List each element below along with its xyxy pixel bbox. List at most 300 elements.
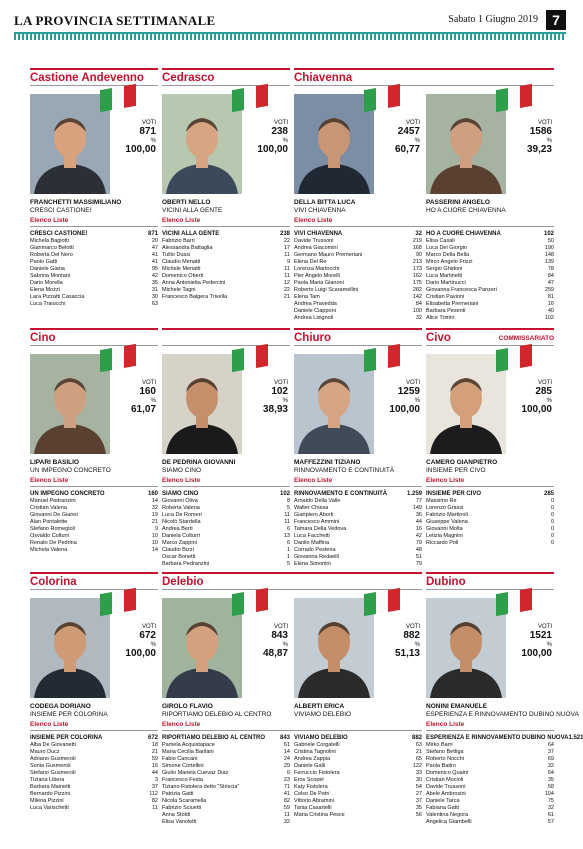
list-item [162, 749, 290, 756]
preference-votes: 29 [283, 763, 290, 769]
preference-votes: 32 [547, 805, 554, 811]
preference-votes: 44 [415, 519, 422, 525]
preference-votes: 64 [547, 770, 554, 776]
preference-votes: 0 [550, 540, 554, 546]
percent-label: % [546, 138, 552, 144]
list-item [162, 756, 290, 763]
list-item [30, 770, 158, 777]
councillor-name: Michela Bagiotti [30, 238, 69, 244]
list-item [294, 512, 422, 519]
preference-votes: 32 [415, 315, 422, 321]
italian-flag-icon [232, 588, 268, 616]
list-item [294, 238, 422, 245]
list-item [426, 308, 554, 315]
list-item [30, 273, 158, 280]
list-heading: Elenco Liste [162, 721, 201, 728]
list-item [30, 266, 158, 273]
list-item [294, 294, 422, 301]
councillor-name: Gianmarco Belotti [30, 245, 74, 251]
list-item [294, 784, 422, 791]
list-item [162, 791, 290, 798]
candidate-list-name: INSIEME PER COLORINA [30, 711, 108, 718]
preference-votes: 6 [286, 526, 290, 532]
preference-votes: 41 [283, 791, 290, 797]
vote-box [112, 380, 156, 416]
preference-votes: 0 [550, 505, 554, 511]
votes-label: VOTI [141, 380, 156, 386]
list-name: VIVI CHIAVENNA [294, 231, 343, 237]
preference-votes: 32 [283, 819, 290, 825]
councillor-name: Elisa Casali [426, 238, 455, 244]
list-item [162, 526, 290, 533]
list-item [30, 784, 158, 791]
list-item [30, 294, 158, 301]
list-item [294, 526, 422, 533]
preference-votes: 190 [544, 245, 554, 251]
list-item [30, 533, 158, 540]
municipality-card [162, 68, 290, 318]
councillor-name: Davide Trussoni [426, 784, 466, 790]
councillor-name: Letizia Magnini [426, 533, 463, 539]
preference-votes: 47 [151, 245, 158, 251]
candidate-list-name: VIVI CHIAVENNA [294, 207, 346, 214]
preference-votes: 84 [547, 273, 554, 279]
preference-votes: 14 [151, 498, 158, 504]
list-item [294, 540, 422, 547]
preference-votes: 35 [415, 805, 422, 811]
candidate-list-name: RINNOVAMENTO E CONTINUITÀ [294, 467, 395, 474]
list-heading: Elenco Liste [162, 477, 201, 484]
councillor-name: Pier Angelo Morelli [294, 273, 340, 279]
party-list [294, 230, 422, 322]
list-item [162, 561, 290, 568]
councillor-name: Cristian Pavioni [426, 294, 465, 300]
party-list [426, 490, 554, 547]
italian-flag-icon [100, 84, 136, 112]
list-name: INSIEME PER CIVO [426, 491, 482, 497]
list-item [30, 238, 158, 245]
list-item [294, 315, 422, 322]
list-item [426, 784, 554, 791]
vote-percent: 100,00 [521, 648, 552, 659]
candidate-list-name: RIPORTIAMO DELEBIO AL CENTRO [162, 711, 272, 718]
candidate-list-name: SIAMO CINO [162, 467, 202, 474]
councillor-name: Alan Pontalette [30, 519, 68, 525]
preference-votes: 0 [550, 533, 554, 539]
list-item [426, 805, 554, 812]
candidate-list-name: ESPERIENZA E RINNOVAMENTO DUBINO NUOVA [426, 711, 579, 718]
preference-votes: 173 [412, 266, 422, 272]
list-item [294, 805, 422, 812]
header-stripe [14, 34, 566, 40]
list-item [426, 280, 554, 287]
preference-votes: 11 [284, 273, 290, 279]
municipality-card [426, 572, 583, 825]
councillor-name: Alice Trimiri [426, 315, 455, 321]
councillor-name: Elena Simonini [294, 561, 331, 567]
preference-votes: 50 [547, 238, 554, 244]
votes-label: VOTI [537, 120, 552, 126]
list-name: RINNOVAMENTO E CONTINUITÀ [294, 491, 388, 497]
list-item [30, 245, 158, 252]
italian-flag-icon [232, 344, 268, 372]
candidate-list-name: VICINI ALLA GENTE [162, 207, 223, 214]
municipality-card [162, 572, 422, 825]
candidate-photo [426, 94, 506, 194]
list-heading: Elenco Liste [30, 217, 69, 224]
councillor-name: Daniela Colturri [162, 533, 200, 539]
preference-votes: 282 [412, 287, 422, 293]
preference-votes: 61 [547, 812, 554, 818]
list-rule [30, 226, 158, 227]
preference-votes: 175 [412, 280, 422, 286]
list-rule [426, 730, 554, 731]
italian-flag-icon [364, 84, 400, 112]
councillor-name: Simone Cortellini [162, 763, 204, 769]
candidate-name: OBERTI NELLO [162, 199, 211, 206]
councillor-name: Fabrizio Barri [162, 238, 195, 244]
candidate-name: DE PEDRINA GIOVANNI [162, 459, 236, 466]
list-item [294, 252, 422, 259]
list-heading: Elenco Liste [30, 721, 69, 728]
councillor-name: Fabio Cancani [162, 756, 198, 762]
list-header [162, 490, 290, 498]
preference-votes: 11 [284, 512, 290, 518]
party-list [426, 230, 554, 322]
candidate-name: LIPARI BASILIO [30, 459, 79, 466]
councillor-name: Francesco Festa [162, 777, 203, 783]
preference-votes: 149 [412, 505, 422, 511]
councillor-name: Daniele Tarca [426, 798, 460, 804]
preference-votes: 142 [412, 294, 422, 300]
preference-votes: 30 [151, 294, 158, 300]
percent-label: % [282, 138, 288, 144]
preference-votes: 82 [283, 798, 290, 804]
list-item [294, 519, 422, 526]
preference-votes: 0 [550, 526, 554, 532]
councillor-name: Giovanni Oliva [162, 498, 198, 504]
councillor-name: Giovanni De Gianni [30, 512, 78, 518]
candidate-block [426, 328, 554, 474]
candidate-photo [162, 94, 242, 194]
municipality-card [30, 328, 158, 578]
preference-votes: 14 [151, 547, 158, 553]
list-rule [162, 486, 290, 487]
list-item [30, 526, 158, 533]
list-header [162, 734, 290, 742]
preference-votes: 14 [283, 749, 290, 755]
preference-votes: 162 [412, 273, 422, 279]
preference-votes: 219 [412, 238, 422, 244]
list-name: HO A CUORE CHIAVENNA [426, 231, 501, 237]
councillor-name: Domenico Oberti [162, 273, 204, 279]
list-name: INSIEME PER COLORINA [30, 735, 103, 741]
vote-box [244, 120, 288, 156]
councillor-name: Germano Mauro Premeriani [294, 252, 363, 258]
preference-votes: 8 [286, 498, 290, 504]
preference-votes: 21 [151, 749, 158, 755]
list-item [294, 266, 422, 273]
list-item [426, 763, 554, 770]
councillor-name: Michele Menatti [162, 266, 201, 272]
preference-votes: 11 [152, 805, 158, 811]
list-total: 1.521 [568, 735, 583, 741]
councillor-name: Eros Scopel [294, 777, 324, 783]
vote-count: 882 [403, 630, 420, 641]
percent-label: % [150, 398, 156, 404]
list-item [162, 512, 290, 519]
preference-votes: 78 [547, 266, 554, 272]
vote-count: 871 [139, 126, 156, 137]
list-item [426, 273, 554, 280]
list-total: 871 [147, 231, 158, 237]
councillor-name: Stefano Romegioli [30, 526, 75, 532]
councillor-name: Barbara Mainetti [30, 784, 71, 790]
preference-votes: 6 [286, 540, 290, 546]
list-total: 882 [411, 735, 422, 741]
councillor-name: Elena Tam [294, 294, 320, 300]
list-item [426, 294, 554, 301]
councillor-name: Corrado Pesteria [294, 547, 336, 553]
municipality-card [30, 572, 158, 822]
candidate-photo [426, 354, 506, 454]
list-item [162, 812, 290, 819]
preference-votes: 58 [547, 784, 554, 790]
status-badge: COMMISSARIATO [498, 335, 554, 342]
councillor-name: Michela Valena [30, 547, 68, 553]
list-item [30, 756, 158, 763]
list-total: 160 [147, 491, 158, 497]
preference-votes: 31 [151, 287, 158, 293]
vote-percent: 48,87 [262, 648, 288, 659]
councillor-name: Andrea Zappia [294, 756, 331, 762]
list-header [426, 230, 554, 238]
list-item [162, 238, 290, 245]
councillor-name: Lara Pizzatti Casaccia [30, 294, 85, 300]
italian-flag-icon [496, 588, 532, 616]
vote-count: 843 [271, 630, 288, 641]
list-item [294, 763, 422, 770]
preference-votes: 16 [151, 763, 158, 769]
municipality-title: Civo [426, 332, 451, 344]
councillor-name: Gabriele Corgatelli [294, 742, 340, 748]
vote-box [508, 380, 552, 416]
preference-votes: 36 [415, 512, 422, 518]
party-list [30, 230, 158, 308]
preference-votes: 90 [415, 252, 422, 258]
councillor-name: Luca Del Giorgio [426, 245, 467, 251]
councillor-name: Sabrina Montani [30, 273, 71, 279]
preference-votes: 3 [154, 777, 158, 783]
candidate-name: MAFFEZZINI TIZIANO [294, 459, 361, 466]
councillor-name: Fabrizio Sciuetti [162, 805, 202, 811]
list-item [426, 505, 554, 512]
preference-votes: 11 [284, 266, 290, 272]
votes-label: VOTI [405, 380, 420, 386]
councillor-name: Celso De Petri [294, 791, 330, 797]
preference-votes: 22 [283, 287, 290, 293]
municipality-title: Castione Andevenno [30, 72, 144, 84]
councillor-name: Daniele Galli [294, 763, 326, 769]
councillor-name: Renato De Pedrina [30, 540, 77, 546]
councillor-name: Giovanni Molta [426, 526, 463, 532]
candidate-block [426, 68, 554, 214]
preference-votes: 81 [547, 294, 554, 300]
candidate-block [30, 328, 158, 474]
councillor-name: Riccardo Poli [426, 540, 459, 546]
list-item [162, 777, 290, 784]
preference-votes: 11 [284, 252, 290, 258]
preference-votes: 64 [547, 742, 554, 748]
preference-votes: 63 [415, 742, 422, 748]
councillor-name: Nicola Scaramella [162, 798, 207, 804]
candidate-list-name: HO A CUORE CHIAVENNA [426, 207, 506, 214]
percent-label: % [150, 642, 156, 648]
italian-flag-icon [100, 588, 136, 616]
party-list [294, 734, 422, 819]
preference-votes: 32 [547, 763, 554, 769]
preference-votes: 59 [151, 756, 158, 762]
councillor-name: Adriano Gusmeroli [30, 756, 76, 762]
list-header [30, 490, 158, 498]
list-item [426, 777, 554, 784]
councillor-name: Angelica Giambelli [426, 819, 472, 825]
councillor-name: Francesco Ammini [294, 519, 340, 525]
preference-votes: 0 [550, 498, 554, 504]
councillor-name: Luca Varischetti [30, 805, 69, 811]
preference-votes: 168 [412, 245, 422, 251]
preference-votes: 44 [151, 770, 158, 776]
percent-label: % [150, 138, 156, 144]
vote-percent: 100,00 [389, 404, 420, 415]
preference-votes: 41 [151, 259, 158, 265]
list-item [294, 742, 422, 749]
list-item [162, 763, 290, 770]
list-item [30, 519, 158, 526]
issue-date: Sabato 1 Giugno 2019 [448, 14, 538, 25]
preference-votes: 42 [151, 273, 158, 279]
preference-votes: 10 [151, 540, 158, 546]
councillor-name: Cristina Tagnolini [294, 749, 336, 755]
councillor-name: Barbara Pesenti [426, 308, 466, 314]
councillor-name: Vittorio Abramini [294, 798, 334, 804]
preference-votes: 21 [415, 749, 422, 755]
list-item [30, 540, 158, 547]
list-header [294, 734, 422, 742]
vote-percent: 100,00 [125, 648, 156, 659]
list-rule [162, 730, 422, 731]
preference-votes: 61 [283, 742, 290, 748]
list-item [294, 756, 422, 763]
councillor-name: Tiziana Libera [30, 777, 65, 783]
preference-votes: 32 [151, 505, 158, 511]
municipality-title: Cino [30, 332, 56, 344]
list-name: SIAMO CINO [162, 491, 199, 497]
candidate-name: ALBERTI ERICA [294, 703, 345, 710]
list-rule [30, 486, 158, 487]
councillor-name: Osvaldo Colturri [30, 533, 70, 539]
list-item [162, 540, 290, 547]
list-item [30, 763, 158, 770]
list-total: 672 [147, 735, 158, 741]
preference-votes: 77 [415, 498, 422, 504]
councillor-name: Roberto Nocchi [426, 756, 464, 762]
preference-votes: 102 [544, 315, 554, 321]
list-item [162, 533, 290, 540]
percent-label: % [282, 642, 288, 648]
councillor-name: Luca De Romeri [162, 512, 202, 518]
councillor-name: Mauro Ducz [30, 749, 60, 755]
candidate-photo [30, 94, 110, 194]
preference-votes: 82 [151, 798, 158, 804]
councillor-name: Claudio Bizzi [162, 547, 194, 553]
party-list [30, 490, 158, 554]
councillor-name: Davide Trussoni [294, 238, 334, 244]
preference-votes: 0 [550, 519, 554, 525]
municipality-title: Colorina [30, 576, 77, 588]
candidate-list-name: CRESCI CASTIONE! [30, 207, 92, 214]
party-list [162, 230, 290, 301]
votes-label: VOTI [273, 380, 288, 386]
candidate-photo [162, 598, 242, 698]
list-header [294, 490, 422, 498]
councillor-name: Paola Baitro [426, 763, 456, 769]
candidate-block [294, 328, 422, 474]
list-item [162, 805, 290, 812]
vote-box [508, 624, 552, 660]
list-item [426, 287, 554, 294]
councillor-name: Sonia Gusmeroli [30, 763, 71, 769]
candidate-name: CAMERO GIANPIETRO [426, 459, 498, 466]
candidate-list-name: INSIEME PER CIVO [426, 467, 486, 474]
vote-percent: 38,93 [262, 404, 288, 415]
preference-votes: 19 [151, 512, 158, 518]
list-item [162, 280, 290, 287]
list-item [294, 777, 422, 784]
councillor-name: Bernardo Pizzini [30, 791, 71, 797]
list-rule [426, 486, 554, 487]
candidate-name: PASSERINI ANGELO [426, 199, 490, 206]
vote-box [112, 120, 156, 156]
councillor-name: Tamara Della Vedova [294, 526, 347, 532]
italian-flag-icon [364, 344, 400, 372]
preference-votes: 0 [550, 512, 554, 518]
list-heading: Elenco Liste [426, 721, 465, 728]
list-item [426, 301, 554, 308]
preference-votes: 259 [544, 287, 554, 293]
councillor-name: Giovanna Redaelli [294, 554, 339, 560]
list-rule [294, 486, 422, 487]
list-item [162, 498, 290, 505]
preference-votes: 24 [283, 756, 290, 762]
preference-votes: 41 [151, 252, 158, 258]
party-list [162, 734, 290, 826]
list-item [426, 791, 554, 798]
preference-votes: 84 [415, 301, 422, 307]
list-header [162, 230, 290, 238]
councillor-name: Elisabetta Premeriani [426, 301, 479, 307]
list-heading: Elenco Liste [30, 477, 69, 484]
preference-votes: 5 [286, 561, 290, 567]
vote-count: 1259 [397, 386, 420, 397]
preference-votes: 37 [547, 749, 554, 755]
candidate-name: CODEGA DORIANO [30, 703, 91, 710]
list-item [162, 519, 290, 526]
candidate-block [30, 68, 158, 214]
preference-votes: 40 [547, 308, 554, 314]
preference-votes: 20 [151, 238, 158, 244]
councillor-name: Michele Tagni [162, 287, 196, 293]
